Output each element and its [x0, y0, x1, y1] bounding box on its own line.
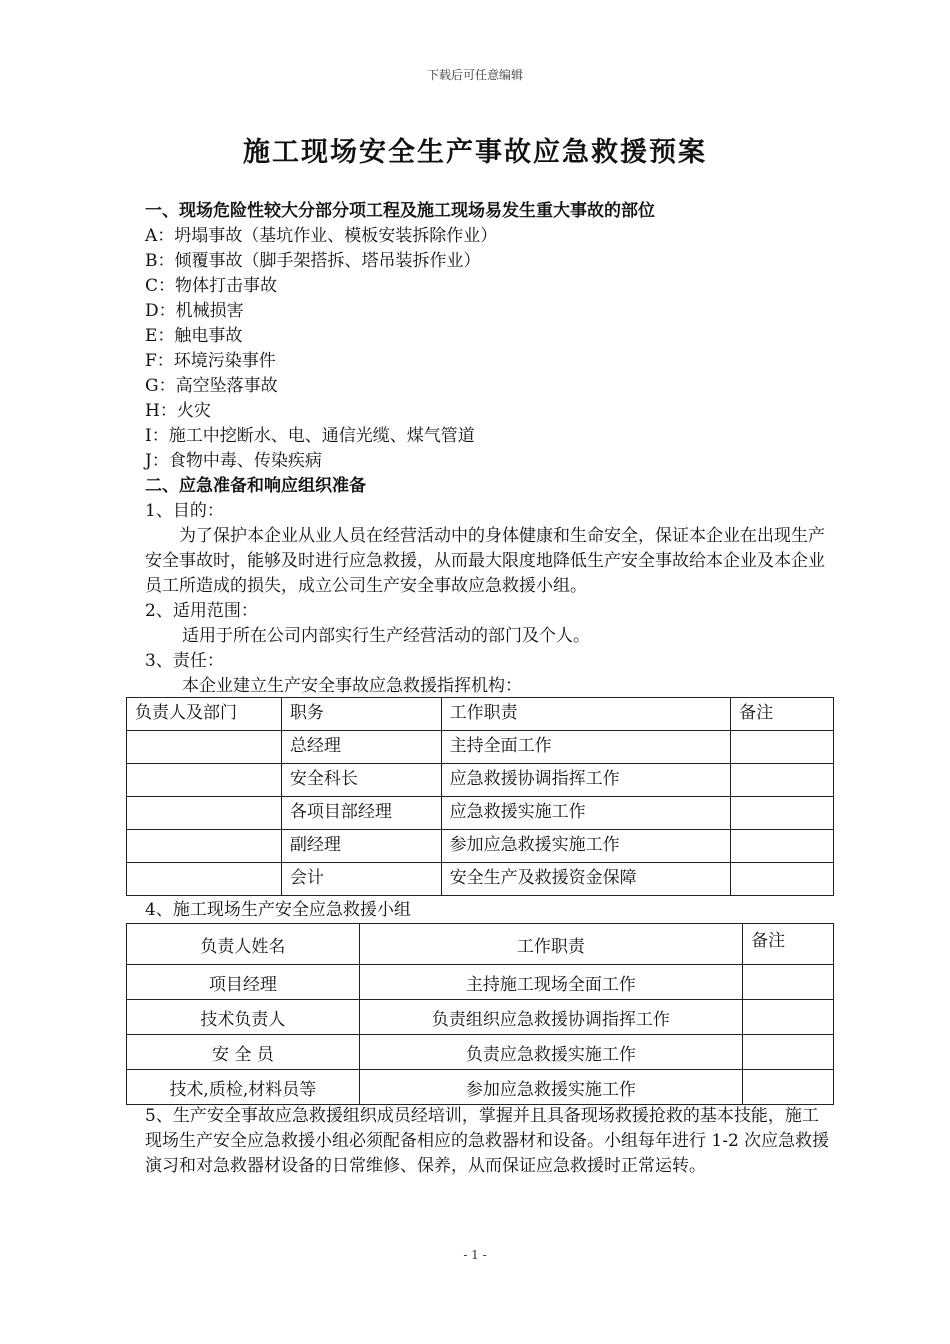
- header-note: 下载后可任意编辑: [426, 68, 523, 82]
- table-cell: 技术负责人: [127, 1000, 360, 1035]
- group-label: 4、施工现场生产安全应急救援小组: [145, 900, 411, 920]
- table-cell: [731, 863, 834, 896]
- table-cell: [743, 1035, 834, 1070]
- table-header-cell: 备注: [731, 698, 834, 731]
- duty-text: 本企业建立生产安全事故应急救援指挥机构：: [182, 676, 522, 696]
- table-cell: 技术,质检,材料员等: [127, 1070, 360, 1105]
- table-cell: 主持施工现场全面工作: [359, 965, 742, 1000]
- item5-text: 5、生产安全事故应急救援组织成员经培训，掌握并且具备现场救援抢救的基本技能，施工现场生产安全应急救援小组必须配备相应的急救器材和设备。小组每年进行 1-2 次应急救援演习和对急救器材设备的日常维修、保养，从而保证应急救援时正常运转。: [145, 1106, 830, 1176]
- hazard-item: G：高空坠落事故: [145, 376, 278, 396]
- table-cell: 项目经理: [127, 965, 360, 1000]
- hazard-item: D：机械损害: [145, 301, 244, 321]
- table-row: [127, 830, 834, 863]
- table-cell: 会计: [281, 863, 441, 896]
- table-cell: 副经理: [281, 830, 441, 863]
- table-header-cell: 负责人及部门: [127, 698, 282, 731]
- hazard-item: E：触电事故: [145, 326, 243, 346]
- table-cell: [127, 764, 282, 797]
- table-cell: 应急救援协调指挥工作: [441, 764, 731, 797]
- hazard-item: A：坍塌事故（基坑作业、模板安装拆除作业）: [145, 226, 498, 246]
- table-cell: 负责应急救援实施工作: [359, 1035, 742, 1070]
- table-cell: [743, 965, 834, 1000]
- hazard-item: J：食物中毒、传染疾病: [145, 451, 322, 471]
- table-row: [127, 797, 834, 830]
- table-cell: [127, 863, 282, 896]
- section1-heading: 一、现场危险性较大分部分项工程及施工现场易发生重大事故的部位: [145, 201, 655, 221]
- table-header-cell: 职务: [281, 698, 441, 731]
- table-cell: [127, 731, 282, 764]
- table-header-row: [127, 924, 834, 965]
- hazard-item: H：火灾: [145, 401, 211, 421]
- table-cell: 参加应急救援实施工作: [359, 1070, 742, 1105]
- table-cell: [731, 830, 834, 863]
- table-row: [127, 965, 834, 1000]
- command-structure-table: [126, 697, 834, 896]
- table-cell: [731, 764, 834, 797]
- rescue-team-table: [126, 923, 834, 1105]
- hazard-item: C：物体打击事故: [145, 276, 278, 296]
- table-cell: 应急救援实施工作: [441, 797, 731, 830]
- table-cell: [731, 731, 834, 764]
- table-cell: [743, 1070, 834, 1105]
- table-cell: 安全生产及救援资金保障: [441, 863, 731, 896]
- page-number: - 1 -: [463, 1248, 487, 1262]
- table-cell: 负责组织应急救援协调指挥工作: [359, 1000, 742, 1035]
- table-row: [127, 1070, 834, 1105]
- section2-heading: 二、应急准备和响应组织准备: [145, 476, 366, 496]
- table-cell: 主持全面工作: [441, 731, 731, 764]
- table-header-row: [127, 698, 834, 731]
- table-cell: 参加应急救援实施工作: [441, 830, 731, 863]
- table-cell: [127, 830, 282, 863]
- table-row: [127, 1000, 834, 1035]
- document-title: 施工现场安全生产事故应急救援预案: [243, 137, 707, 168]
- table-row: [127, 764, 834, 797]
- purpose-text: 为了保护本企业从业人员在经营活动中的身体健康和生命安全，保证本企业在出现生产安全事故时，能够及时进行应急救援，从而最大限度地降低生产安全事故给本企业及本企业员工所造成的损失，成立公司生产安全事故应急救援小组。: [145, 526, 825, 596]
- purpose-label: 1、目的：: [145, 501, 224, 521]
- table-header-cell: 工作职责: [441, 698, 731, 731]
- table-header-cell: 工作职责: [359, 924, 742, 965]
- table-row: [127, 1035, 834, 1070]
- table-cell: 各项目部经理: [281, 797, 441, 830]
- table-cell: [127, 797, 282, 830]
- hazard-item: F：环境污染事件: [145, 351, 276, 371]
- scope-text: 适用于所在公司内部实行生产经营活动的部门及个人。: [182, 626, 590, 646]
- table-row: [127, 731, 834, 764]
- table-header-cell: 负责人姓名: [127, 924, 360, 965]
- hazard-item: B：倾覆事故（脚手架搭拆、塔吊装拆作业）: [145, 251, 481, 271]
- table-cell: [731, 797, 834, 830]
- table-cell: 安 全 员: [127, 1035, 360, 1070]
- scope-label: 2、适用范围：: [145, 601, 258, 621]
- duty-label: 3、责任：: [145, 651, 224, 671]
- hazard-item: I：施工中挖断水、电、通信光缆、煤气管道: [145, 426, 475, 446]
- table-row: [127, 863, 834, 896]
- table-header-cell: 备注: [743, 924, 834, 965]
- table-cell: 总经理: [281, 731, 441, 764]
- table-cell: 安全科长: [281, 764, 441, 797]
- table-cell: [743, 1000, 834, 1035]
